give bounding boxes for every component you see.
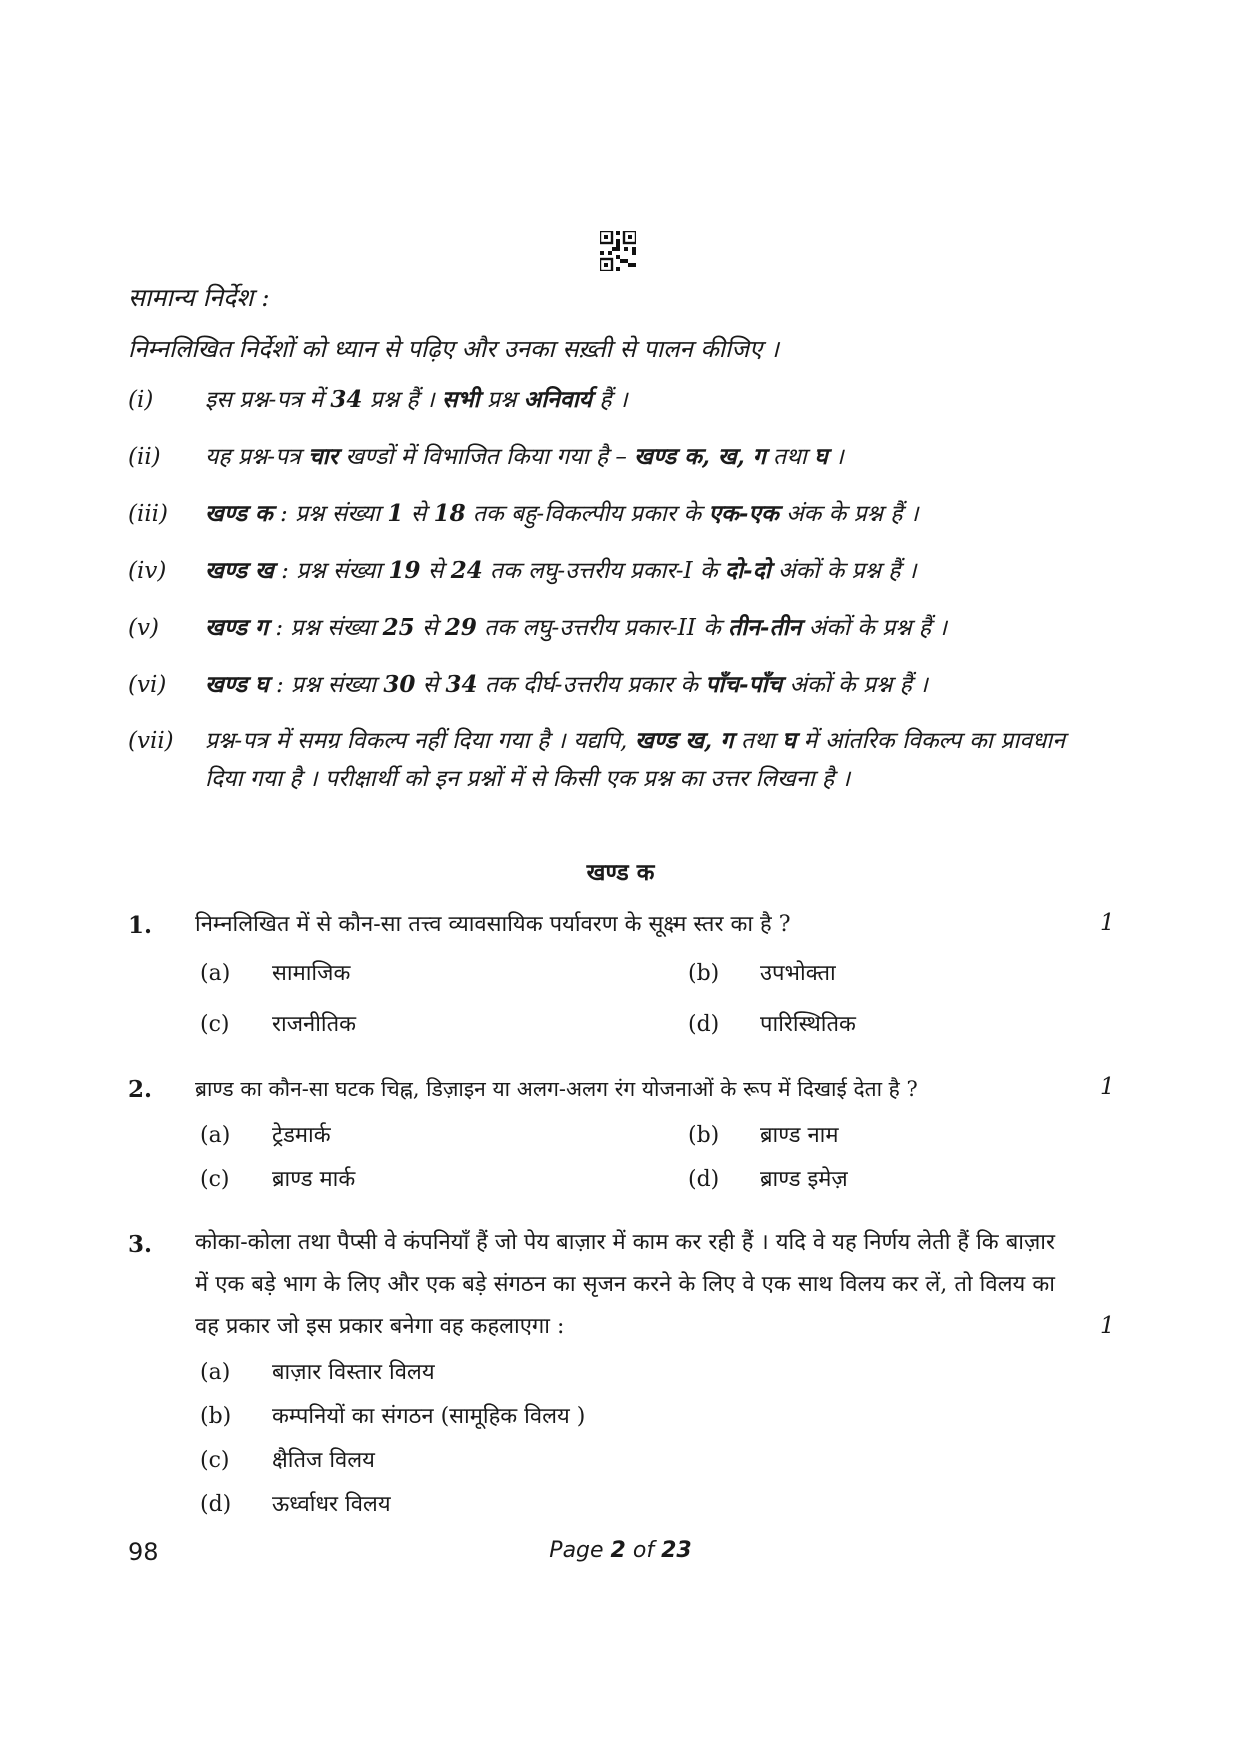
qr-code-icon [600,231,636,271]
page-number: Page 2 of 23 [549,1538,692,1563]
option: (c) ब्राण्ड मार्क [200,1167,356,1192]
instruction-number: (iii) [128,501,169,527]
instruction-text: इस प्रश्न-पत्र में 34 प्रश्न हैं । सभी प्रश्न अनिवार्य हैं । [205,386,628,413]
question-number: 1. [128,912,153,939]
option: (a) बाज़ार विस्तार विलय [200,1360,435,1385]
instruction-text: यह प्रश्न-पत्र चार खण्डों में विभाजित किया गया है – खण्ड क, ख, ग तथा घ । [205,443,844,470]
instruction-text: खण्ड क : प्रश्न संख्या 1 से 18 तक बहु-विकल्पीय प्रकार के एक-एक अंक के प्रश्न हैं । [205,500,919,527]
instruction-number: (ii) [128,444,161,470]
general-instructions-heading: सामान्य निर्देश : [128,283,270,312]
option: (d) ब्राण्ड इमेज़ [688,1167,848,1192]
question-text: निम्नलिखित में से कौन-सा तत्त्व व्यावसायिक पर्यावरण के सूक्ष्म स्तर का है ? [195,912,791,937]
instruction-number: (iv) [128,558,167,584]
option: (a) ट्रेडमार्क [200,1123,331,1148]
question-marks: 1 [1100,1313,1115,1339]
instruction-number: (vi) [128,672,167,698]
question-marks: 1 [1100,910,1115,936]
paper-code: 98 [128,1538,159,1566]
question-text: ब्राण्ड का कौन-सा घटक चिह्न, डिज़ाइन या अलग-अलग रंग योजनाओं के रूप में दिखाई देता है ? [195,1077,918,1101]
option: (b) उपभोक्ता [688,961,836,986]
option: (c) क्षैतिज विलय [200,1448,375,1473]
instruction-text: खण्ड घ : प्रश्न संख्या 30 से 34 तक दीर्घ-उत्तरीय प्रकार के पाँच-पाँच अंकों के प्रश्न हैं । [205,671,928,698]
instruction-number: (v) [128,615,159,641]
question-text: कोका-कोला तथा पैप्सी वे कंपनियाँ हैं जो पेय बाज़ार में काम कर रही हैं । यदि वे यह निर्णय लेती हैं कि बाज़ार में एक बड़े भाग के लिए और एक बड़े संगठन का सृजन करने के लिए वे एक साथ विलय कर लें, तो विलय का वह प्रकार जो इस प्रकार बनेगा वह कहलाएगा : [195,1230,1055,1339]
option: (d) पारिस्थितिक [688,1012,856,1037]
instruction-text: खण्ड ग : प्रश्न संख्या 25 से 29 तक लघु-उत्तरीय प्रकार-II के तीन-तीन अंकों के प्रश्न हैं । [205,614,948,641]
instruction-number: (i) [128,387,154,413]
general-instructions-intro: निम्नलिखित निर्देशों को ध्यान से पढ़िए और उनका सख़्ती से पालन कीजिए । [128,335,780,363]
question-number: 3. [128,1231,153,1258]
section-title: खण्ड क [586,859,655,886]
option: (d) ऊर्ध्वाधर विलय [200,1492,391,1517]
instruction-text: खण्ड ख : प्रश्न संख्या 19 से 24 तक लघु-उत्तरीय प्रकार-I के दो-दो अंकों के प्रश्न हैं । [205,557,917,584]
instruction-text: प्रश्न-पत्र में समग्र विकल्प नहीं दिया गया है । यद्यपि, खण्ड ख, ग तथा घ में आंतरिक विकल्प का प्रावधान दिया गया है । परीक्षार्थी को इन प्रश्नों में से किसी एक प्रश्न का उत्तर लिखना है । [205,727,1065,792]
option: (b) कम्पनियों का संगठन (सामूहिक विलय ) [200,1404,586,1429]
question-marks: 1 [1100,1074,1115,1100]
option: (a) सामाजिक [200,961,351,986]
instruction-number: (vii) [128,728,174,754]
option: (c) राजनीतिक [200,1012,357,1037]
option: (b) ब्राण्ड नाम [688,1123,839,1148]
question-number: 2. [128,1076,153,1103]
